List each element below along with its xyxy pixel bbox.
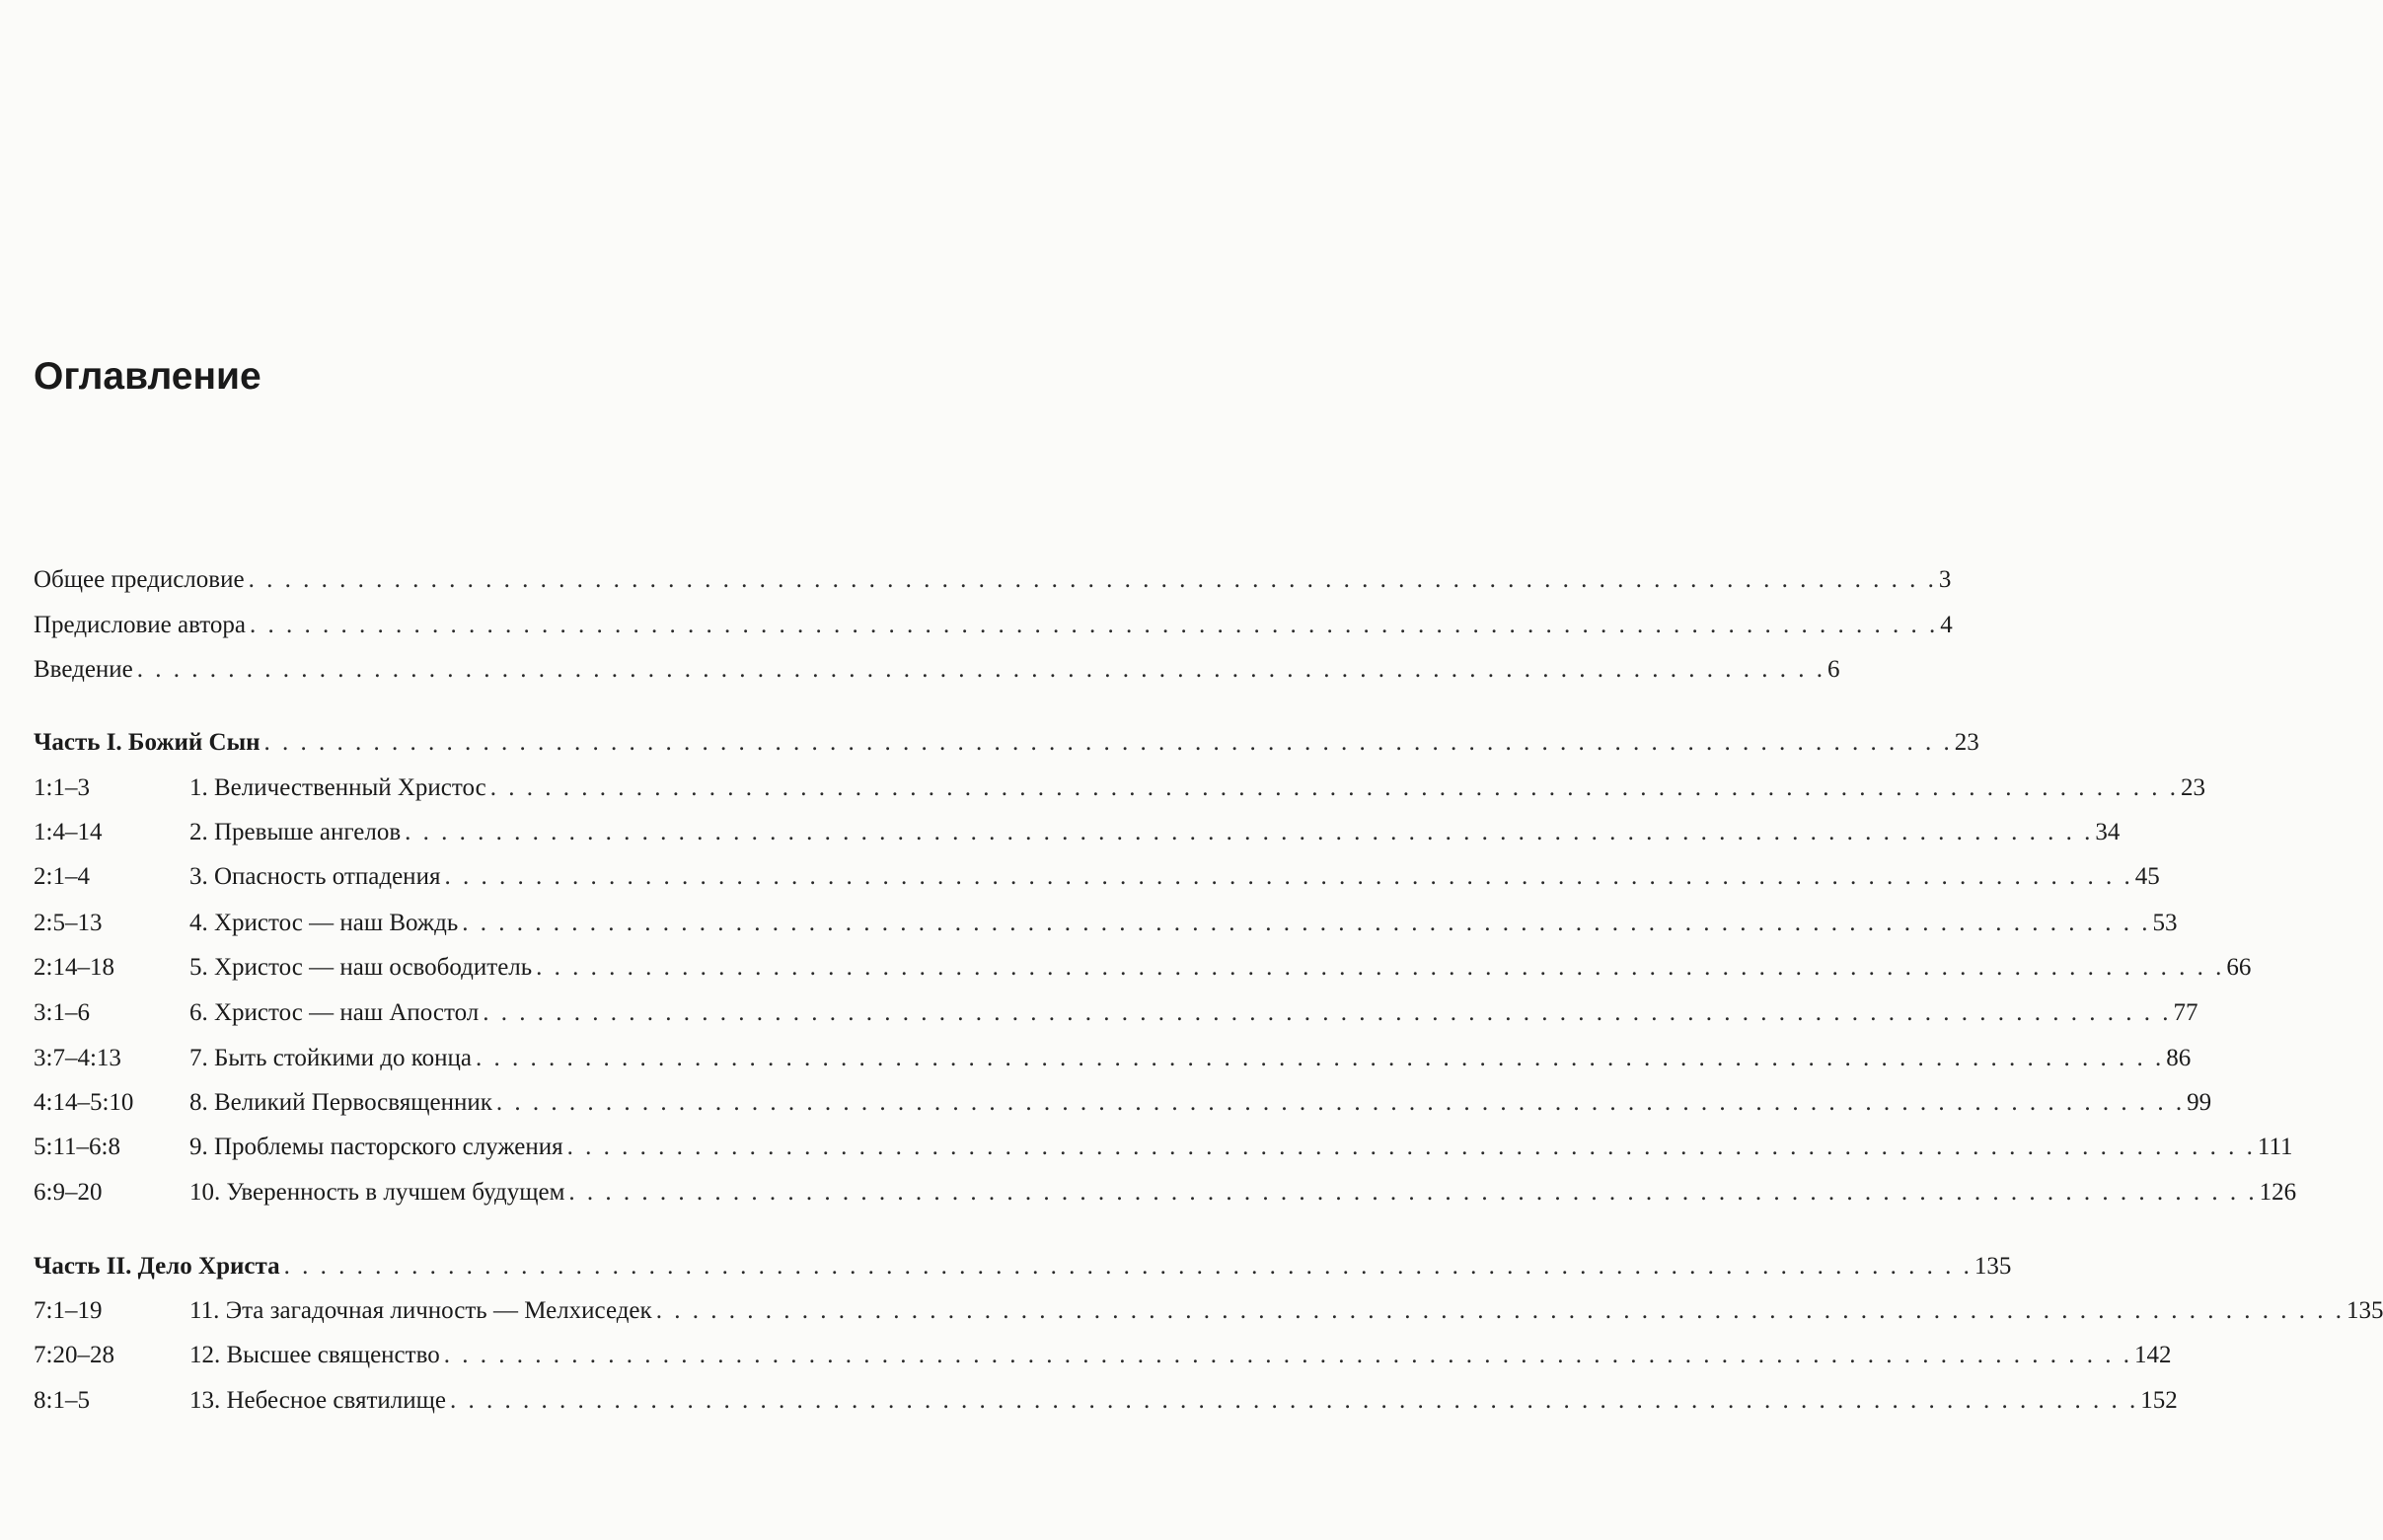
chapter-ref: 2:1–4 (34, 863, 90, 890)
chapter-page: 135 (2346, 1297, 2383, 1324)
leader-dots: . . . . . . . . . . . . . . . . . . . . . . . . . . . . . . . . . . . . . . . . . . . . . . . . . . . . . . . . . . . . . . . . . . . . . . . . . . . . . . . . . . . . . . . . . . . . . (405, 819, 2094, 845)
leader-dots: . . . . . . . . . . . . . . . . . . . . . . . . . . . . . . . . . . . . . . . . . . . . . . . . . . . . . . . . . . . . . . . . . . . . . . . . . . . . . . . . . . . . . . . . . . . . . (536, 954, 2225, 981)
chapter-page: 111 (2257, 1134, 2293, 1160)
chapter-ref: 3:1–6 (34, 999, 90, 1026)
entry-page: 6 (1827, 656, 1840, 683)
toc-chapter-9 (34, 1128, 2293, 1160)
leader-dots: . . . . . . . . . . . . . . . . . . . . . . . . . . . . . . . . . . . . . . . . . . . . . . . . . . . . . . . . . . . . . . . . . . . . . . . . . . . . . . . . . . . . . . . . . . . . . (495, 1089, 2186, 1116)
chapter-page: 34 (2095, 819, 2121, 845)
leader-dots: . . . . . . . . . . . . . . . . . . . . . . . . . . . . . . . . . . . . . . . . . . . . . . . . . . . . . . . . . . . . . . . . . . . . . . . . . . . . . . . . . . . . . . . . . . . . . (444, 863, 2133, 890)
chapter-page: 23 (2180, 774, 2205, 801)
toc-entry-general-preface (34, 560, 1952, 593)
chapter-ref: 3:7–4:13 (34, 1045, 121, 1071)
chapter-ref: 6:9–20 (34, 1179, 103, 1206)
page-title: Оглавление (34, 355, 261, 398)
chapter-ref: 5:11–6:8 (34, 1134, 120, 1160)
toc-chapter-13 (34, 1381, 2178, 1414)
toc-chapter-6 (34, 993, 2198, 1026)
leader-dots: . . . . . . . . . . . . . . . . . . . . . . . . . . . . . . . . . . . . . . . . . . . . . . . . . . . . . . . . . . . . . . . . . . . . . . . . . . . . . . . . . . . . . . . . . . . . . (443, 1342, 2132, 1368)
chapter-title: 13. Небесное святилище (189, 1387, 446, 1414)
chapter-title: 12. Высшее священство (189, 1342, 440, 1368)
chapter-page: 142 (2133, 1342, 2172, 1368)
leader-dots: . . . . . . . . . . . . . . . . . . . . . . . . . . . . . . . . . . . . . . . . . . . . . . . . . . . . . . . . . . . . . . . . . . . . . . . . . . . . . . . . . . . . . . . . . . . . . (250, 612, 1939, 638)
chapter-ref: 7:1–19 (34, 1297, 103, 1324)
leader-dots: . . . . . . . . . . . . . . . . . . . . . . . . . . . . . . . . . . . . . . . . . . . . . . . . . . . . . . . . . . . . . . . . . . . . . . . . . . . . . . . . . . . . . . . . . . . . . (475, 1045, 2165, 1071)
chapter-title: 11. Эта загадочная личность — Мелхиседек (189, 1297, 652, 1324)
leader-dots: . . . . . . . . . . . . . . . . . . . . . . . . . . . . . . . . . . . . . . . . . . . . . . . . . . . . . . . . . . . . . . . . . . . . . . . . . . . . . . . . . . . . . . . . . . . . . (248, 566, 1937, 593)
chapter-title: 3. Опасность отпадения (189, 863, 441, 890)
entry-page: 4 (1940, 612, 1953, 638)
chapter-page: 152 (2140, 1387, 2178, 1414)
chapter-title: 2. Превыше ангелов (189, 819, 402, 845)
toc-chapter-4 (34, 904, 2178, 936)
toc-chapter-1 (34, 769, 2205, 801)
chapter-page: 77 (2173, 999, 2198, 1026)
chapter-ref: 8:1–5 (34, 1387, 90, 1414)
chapter-page: 99 (2187, 1089, 2212, 1116)
chapter-page: 45 (2134, 863, 2160, 890)
chapter-page: 86 (2166, 1045, 2192, 1071)
chapter-title: 10. Уверенность в лучшем будущем (189, 1179, 565, 1206)
toc-chapter-5 (34, 948, 2252, 981)
chapter-ref: 1:4–14 (34, 819, 103, 845)
chapter-page: 126 (2259, 1179, 2297, 1206)
toc-part-2 (34, 1247, 2012, 1280)
chapter-ref: 2:14–18 (34, 954, 114, 981)
toc-chapter-11 (34, 1291, 2383, 1324)
toc-chapter-7 (34, 1039, 2192, 1071)
entry-title: Введение (34, 656, 133, 683)
chapter-title: 8. Великий Первосвященник (189, 1089, 492, 1116)
leader-dots: . . . . . . . . . . . . . . . . . . . . . . . . . . . . . . . . . . . . . . . . . . . . . . . . . . . . . . . . . . . . . . . . . . . . . . . . . . . . . . . . . . . . . . . . . . . . . (283, 1253, 1973, 1280)
toc-chapter-12 (34, 1336, 2172, 1368)
toc-chapter-3 (34, 857, 2160, 890)
leader-dots: . . . . . . . . . . . . . . . . . . . . . . . . . . . . . . . . . . . . . . . . . . . . . . . . . . . . . . . . . . . . . . . . . . . . . . . . . . . . . . . . . . . . . . . . . . . . . (568, 1179, 2258, 1206)
chapter-ref: 4:14–5:10 (34, 1089, 134, 1116)
toc-entry-author-preface (34, 606, 1953, 638)
toc-chapter-8 (34, 1083, 2212, 1116)
leader-dots: . . . . . . . . . . . . . . . . . . . . . . . . . . . . . . . . . . . . . . . . . . . . . . . . . . . . . . . . . . . . . . . . . . . . . . . . . . . . . . . . . . . . . . . . . . . . . (263, 729, 1953, 756)
chapter-title: 9. Проблемы пасторского служения (189, 1134, 563, 1160)
part-title: Часть I. Божий Сын (34, 729, 261, 756)
chapter-ref: 1:1–3 (34, 774, 90, 801)
toc-part-1 (34, 723, 1979, 756)
leader-dots: . . . . . . . . . . . . . . . . . . . . . . . . . . . . . . . . . . . . . . . . . . . . . . . . . . . . . . . . . . . . . . . . . . . . . . . . . . . . . . . . . . . . . . . . . . . . . (136, 656, 1826, 683)
toc-chapter-2 (34, 813, 2121, 845)
chapter-title: 5. Христос — наш освободитель (189, 954, 533, 981)
chapter-page: 53 (2152, 910, 2178, 936)
chapter-ref: 7:20–28 (34, 1342, 114, 1368)
leader-dots: . . . . . . . . . . . . . . . . . . . . . . . . . . . . . . . . . . . . . . . . . . . . . . . . . . . . . . . . . . . . . . . . . . . . . . . . . . . . . . . . . . . . . . . . . . . . . (489, 774, 2179, 801)
chapter-page: 66 (2226, 954, 2252, 981)
leader-dots: . . . . . . . . . . . . . . . . . . . . . . . . . . . . . . . . . . . . . . . . . . . . . . . . . . . . . . . . . . . . . . . . . . . . . . . . . . . . . . . . . . . . . . . . . . . . . (449, 1387, 2139, 1414)
leader-dots: . . . . . . . . . . . . . . . . . . . . . . . . . . . . . . . . . . . . . . . . . . . . . . . . . . . . . . . . . . . . . . . . . . . . . . . . . . . . . . . . . . . . . . . . . . . . . (655, 1297, 2345, 1324)
chapter-title: 7. Быть стойкими до конца (189, 1045, 472, 1071)
part-title: Часть II. Дело Христа (34, 1253, 280, 1280)
leader-dots: . . . . . . . . . . . . . . . . . . . . . . . . . . . . . . . . . . . . . . . . . . . . . . . . . . . . . . . . . . . . . . . . . . . . . . . . . . . . . . . . . . . . . . . . . . . . . (566, 1134, 2256, 1160)
entry-page: 3 (1938, 566, 1952, 593)
chapter-ref: 2:5–13 (34, 910, 103, 936)
part-page: 23 (1954, 729, 1979, 756)
toc-entry-introduction (34, 650, 1840, 683)
part-page: 135 (1973, 1253, 2012, 1280)
chapter-title: 1. Величественный Христос (189, 774, 486, 801)
entry-title: Предисловие автора (34, 612, 246, 638)
chapter-title: 4. Христос — наш Вождь (189, 910, 459, 936)
chapter-title: 6. Христос — наш Апостол (189, 999, 480, 1026)
entry-title: Общее предисловие (34, 566, 245, 593)
leader-dots: . . . . . . . . . . . . . . . . . . . . . . . . . . . . . . . . . . . . . . . . . . . . . . . . . . . . . . . . . . . . . . . . . . . . . . . . . . . . . . . . . . . . . . . . . . . . . (462, 910, 2151, 936)
leader-dots: . . . . . . . . . . . . . . . . . . . . . . . . . . . . . . . . . . . . . . . . . . . . . . . . . . . . . . . . . . . . . . . . . . . . . . . . . . . . . . . . . . . . . . . . . . . . . (483, 999, 2172, 1026)
toc-chapter-10 (34, 1173, 2297, 1206)
